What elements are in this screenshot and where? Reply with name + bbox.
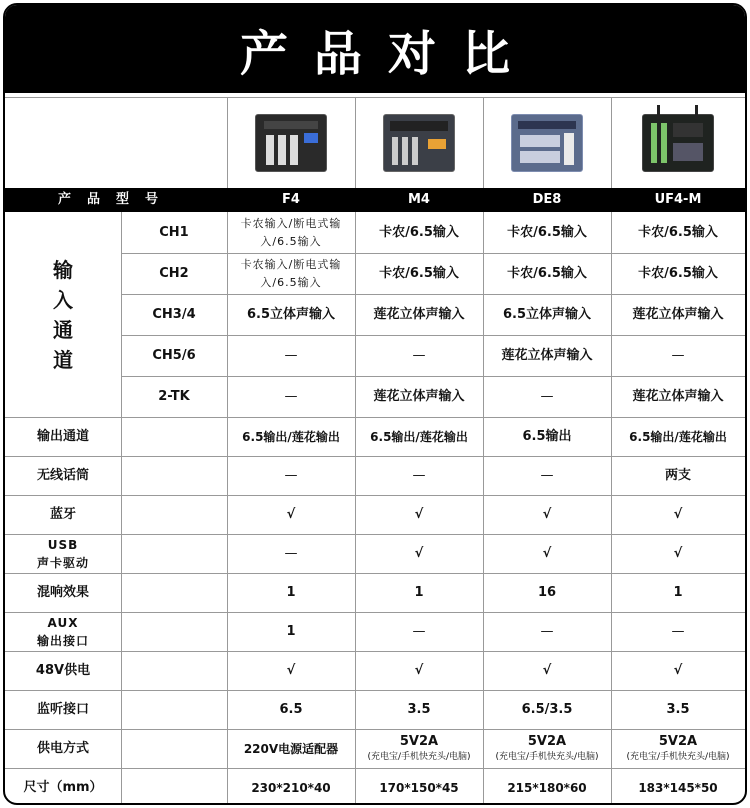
input-group-char: 通 bbox=[53, 317, 73, 342]
cell-value: √ bbox=[286, 662, 296, 678]
cell-value: — bbox=[412, 623, 426, 639]
table-cell bbox=[355, 651, 483, 690]
cell-value: 两支 bbox=[664, 467, 691, 483]
table-cell bbox=[611, 690, 745, 729]
grid-line bbox=[121, 376, 745, 377]
table-cell: 卡农/6.5输入 bbox=[379, 224, 459, 240]
comparison-sheet bbox=[3, 3, 747, 805]
table-cell bbox=[355, 495, 483, 534]
cell-value: 1 bbox=[286, 584, 296, 600]
table-cell: 卡农/6.5输入 bbox=[638, 224, 718, 240]
mixer-de8-image bbox=[511, 114, 583, 172]
product-image-m4 bbox=[355, 101, 483, 185]
cell-value: 1 bbox=[286, 623, 296, 639]
input-group-char: 入 bbox=[53, 287, 73, 312]
mixer-f4-image bbox=[255, 114, 327, 172]
table-cell: — bbox=[284, 388, 298, 404]
cell-value: √ bbox=[542, 545, 552, 561]
table-cell bbox=[611, 729, 745, 768]
sub-row-label: CH5/6 bbox=[152, 347, 196, 363]
input-group-char: 输 bbox=[53, 257, 73, 282]
cell-note: (充电宝/手机快充头/电脑) bbox=[367, 752, 471, 762]
table-cell: 莲花立体声输入 bbox=[501, 347, 593, 363]
product-image-de8 bbox=[483, 101, 611, 185]
cell-value: — bbox=[412, 467, 426, 483]
grid-line bbox=[5, 573, 745, 574]
table-cell bbox=[483, 417, 611, 456]
cell-value: 6.5输出/莲花输出 bbox=[370, 429, 468, 444]
header-model-m4: M4 bbox=[408, 192, 430, 207]
row-label: USB 声卡驱动 bbox=[36, 537, 89, 570]
table-cell bbox=[227, 417, 355, 456]
cell-value: 5V2A bbox=[527, 734, 567, 749]
table-cell: 莲花立体声输入 bbox=[632, 388, 724, 404]
grid-line bbox=[121, 253, 745, 254]
header-model-uf4m: UF4-M bbox=[654, 192, 702, 207]
cell-value: √ bbox=[542, 506, 552, 522]
grid-line bbox=[611, 97, 612, 188]
cell-value: √ bbox=[673, 662, 683, 678]
cell-value: √ bbox=[542, 662, 552, 678]
table-cell: — bbox=[284, 347, 298, 363]
mixer-uf4m-image bbox=[642, 114, 714, 172]
table-cell bbox=[483, 729, 611, 768]
table-cell bbox=[227, 534, 355, 573]
table-cell: 卡农输入/断电式输入/6.5输入 bbox=[240, 216, 342, 248]
cell-value: — bbox=[284, 545, 298, 561]
grid-line bbox=[121, 294, 745, 295]
table-cell bbox=[611, 417, 745, 456]
cell-value: 6.5输出/莲花输出 bbox=[629, 429, 727, 444]
table-cell bbox=[483, 612, 611, 651]
grid-line bbox=[227, 212, 228, 805]
table-cell bbox=[355, 768, 483, 805]
cell-value: 183*145*50 bbox=[638, 780, 718, 795]
cell-value: √ bbox=[286, 506, 296, 522]
grid-line bbox=[5, 417, 745, 418]
table-cell bbox=[227, 651, 355, 690]
table-cell bbox=[227, 456, 355, 495]
grid-line bbox=[5, 495, 745, 496]
row-label: 蓝牙 bbox=[49, 506, 76, 522]
table-cell bbox=[355, 729, 483, 768]
table-cell: 莲花立体声输入 bbox=[632, 306, 724, 322]
cell-note: (充电宝/手机快充头/电脑) bbox=[495, 752, 599, 762]
cell-value: 3.5 bbox=[407, 701, 431, 717]
header-model-de8: DE8 bbox=[532, 192, 562, 207]
cell-value: — bbox=[284, 467, 298, 483]
grid-line bbox=[611, 212, 612, 805]
grid-line bbox=[5, 456, 745, 457]
row-label: 混响效果 bbox=[36, 584, 89, 600]
table-cell bbox=[227, 495, 355, 534]
cell-value: 6.5 bbox=[279, 701, 303, 717]
cell-note: (充电宝/手机快充头/电脑) bbox=[626, 752, 730, 762]
table-cell bbox=[227, 690, 355, 729]
table-cell bbox=[227, 612, 355, 651]
cell-value: 170*150*45 bbox=[379, 780, 459, 795]
table-cell bbox=[611, 651, 745, 690]
table-cell bbox=[483, 456, 611, 495]
row-label: 尺寸（mm） bbox=[23, 779, 103, 795]
table-cell bbox=[355, 690, 483, 729]
table-cell bbox=[483, 690, 611, 729]
sub-row-label: 2-TK bbox=[158, 388, 190, 404]
cell-value: √ bbox=[673, 545, 683, 561]
cell-value: √ bbox=[414, 545, 424, 561]
table-cell: 莲花立体声输入 bbox=[373, 306, 465, 322]
cell-value: 6.5输出 bbox=[522, 428, 572, 444]
grid-line bbox=[5, 768, 745, 769]
table-cell bbox=[227, 768, 355, 805]
cell-value: — bbox=[540, 467, 554, 483]
grid-line bbox=[121, 212, 122, 805]
cell-value: 1 bbox=[673, 584, 683, 600]
table-cell: 卡农/6.5输入 bbox=[507, 265, 587, 281]
grid-line bbox=[121, 335, 745, 336]
table-cell: — bbox=[412, 347, 426, 363]
title-bar bbox=[5, 5, 745, 93]
cell-value: 6.5输出/莲花输出 bbox=[242, 429, 340, 444]
header-model-f4: F4 bbox=[282, 192, 300, 207]
input-group-label bbox=[5, 212, 121, 417]
table-cell bbox=[227, 573, 355, 612]
table-cell bbox=[227, 729, 355, 768]
table-cell bbox=[483, 534, 611, 573]
table-cell bbox=[483, 651, 611, 690]
table-cell bbox=[483, 768, 611, 805]
table-cell bbox=[611, 768, 745, 805]
table-cell: 卡农输入/断电式输入/6.5输入 bbox=[240, 257, 342, 289]
grid-line bbox=[5, 651, 745, 652]
cell-value: 5V2A bbox=[399, 734, 439, 749]
table-cell bbox=[355, 573, 483, 612]
table-cell bbox=[611, 534, 745, 573]
sub-row-label: CH3/4 bbox=[152, 306, 196, 322]
table-cell bbox=[355, 456, 483, 495]
grid-line bbox=[5, 612, 745, 613]
grid-line bbox=[483, 212, 484, 805]
cell-value: 16 bbox=[537, 584, 557, 600]
row-label: 48V供电 bbox=[35, 662, 91, 678]
sub-row-label: CH1 bbox=[159, 224, 189, 240]
table-cell bbox=[611, 456, 745, 495]
cell-value: √ bbox=[414, 662, 424, 678]
cell-value: 215*180*60 bbox=[507, 780, 587, 795]
table-cell bbox=[611, 495, 745, 534]
table-cell: — bbox=[540, 388, 554, 404]
row-label: 输出通道 bbox=[36, 428, 89, 444]
table-cell: 莲花立体声输入 bbox=[373, 388, 465, 404]
grid-line bbox=[355, 97, 356, 188]
table-cell: 6.5立体声输入 bbox=[246, 306, 336, 322]
product-image-f4 bbox=[227, 101, 355, 185]
table-cell bbox=[483, 573, 611, 612]
cell-value: — bbox=[671, 623, 685, 639]
cell-value: 6.5/3.5 bbox=[521, 701, 573, 717]
table-cell bbox=[483, 495, 611, 534]
row-label: AUX 输出接口 bbox=[36, 615, 89, 648]
grid-line bbox=[227, 97, 228, 188]
table-cell bbox=[611, 573, 745, 612]
table-cell bbox=[355, 417, 483, 456]
page-title: 产品对比 bbox=[239, 25, 536, 82]
cell-value: √ bbox=[414, 506, 424, 522]
row-label: 供电方式 bbox=[36, 740, 89, 756]
cell-value: 5V2A bbox=[658, 734, 698, 749]
table-cell bbox=[355, 534, 483, 573]
cell-value: 220V电源适配器 bbox=[243, 741, 339, 756]
table-cell bbox=[355, 612, 483, 651]
input-group-char: 道 bbox=[53, 347, 73, 372]
grid-line bbox=[5, 729, 745, 730]
table-cell: — bbox=[671, 347, 685, 363]
mixer-m4-image bbox=[383, 114, 455, 172]
grid-line bbox=[5, 690, 745, 691]
grid-line bbox=[5, 534, 745, 535]
grid-line bbox=[355, 212, 356, 805]
table-cell: 卡农/6.5输入 bbox=[638, 265, 718, 281]
table-cell: 卡农/6.5输入 bbox=[507, 224, 587, 240]
table-cell: 6.5立体声输入 bbox=[502, 306, 592, 322]
row-label: 监听接口 bbox=[36, 701, 89, 717]
product-image-uf4m bbox=[611, 101, 745, 185]
table-cell: 卡农/6.5输入 bbox=[379, 265, 459, 281]
table-cell bbox=[611, 612, 745, 651]
header-label: 产品型号 bbox=[57, 192, 174, 207]
cell-value: 230*210*40 bbox=[251, 780, 331, 795]
header-row bbox=[5, 188, 745, 212]
grid-line bbox=[5, 97, 745, 98]
cell-value: 3.5 bbox=[666, 701, 690, 717]
cell-value: √ bbox=[673, 506, 683, 522]
row-label: 无线话筒 bbox=[36, 467, 89, 483]
grid-line bbox=[483, 97, 484, 188]
cell-value: 1 bbox=[414, 584, 424, 600]
sub-row-label: CH2 bbox=[159, 265, 189, 281]
cell-value: — bbox=[540, 623, 554, 639]
